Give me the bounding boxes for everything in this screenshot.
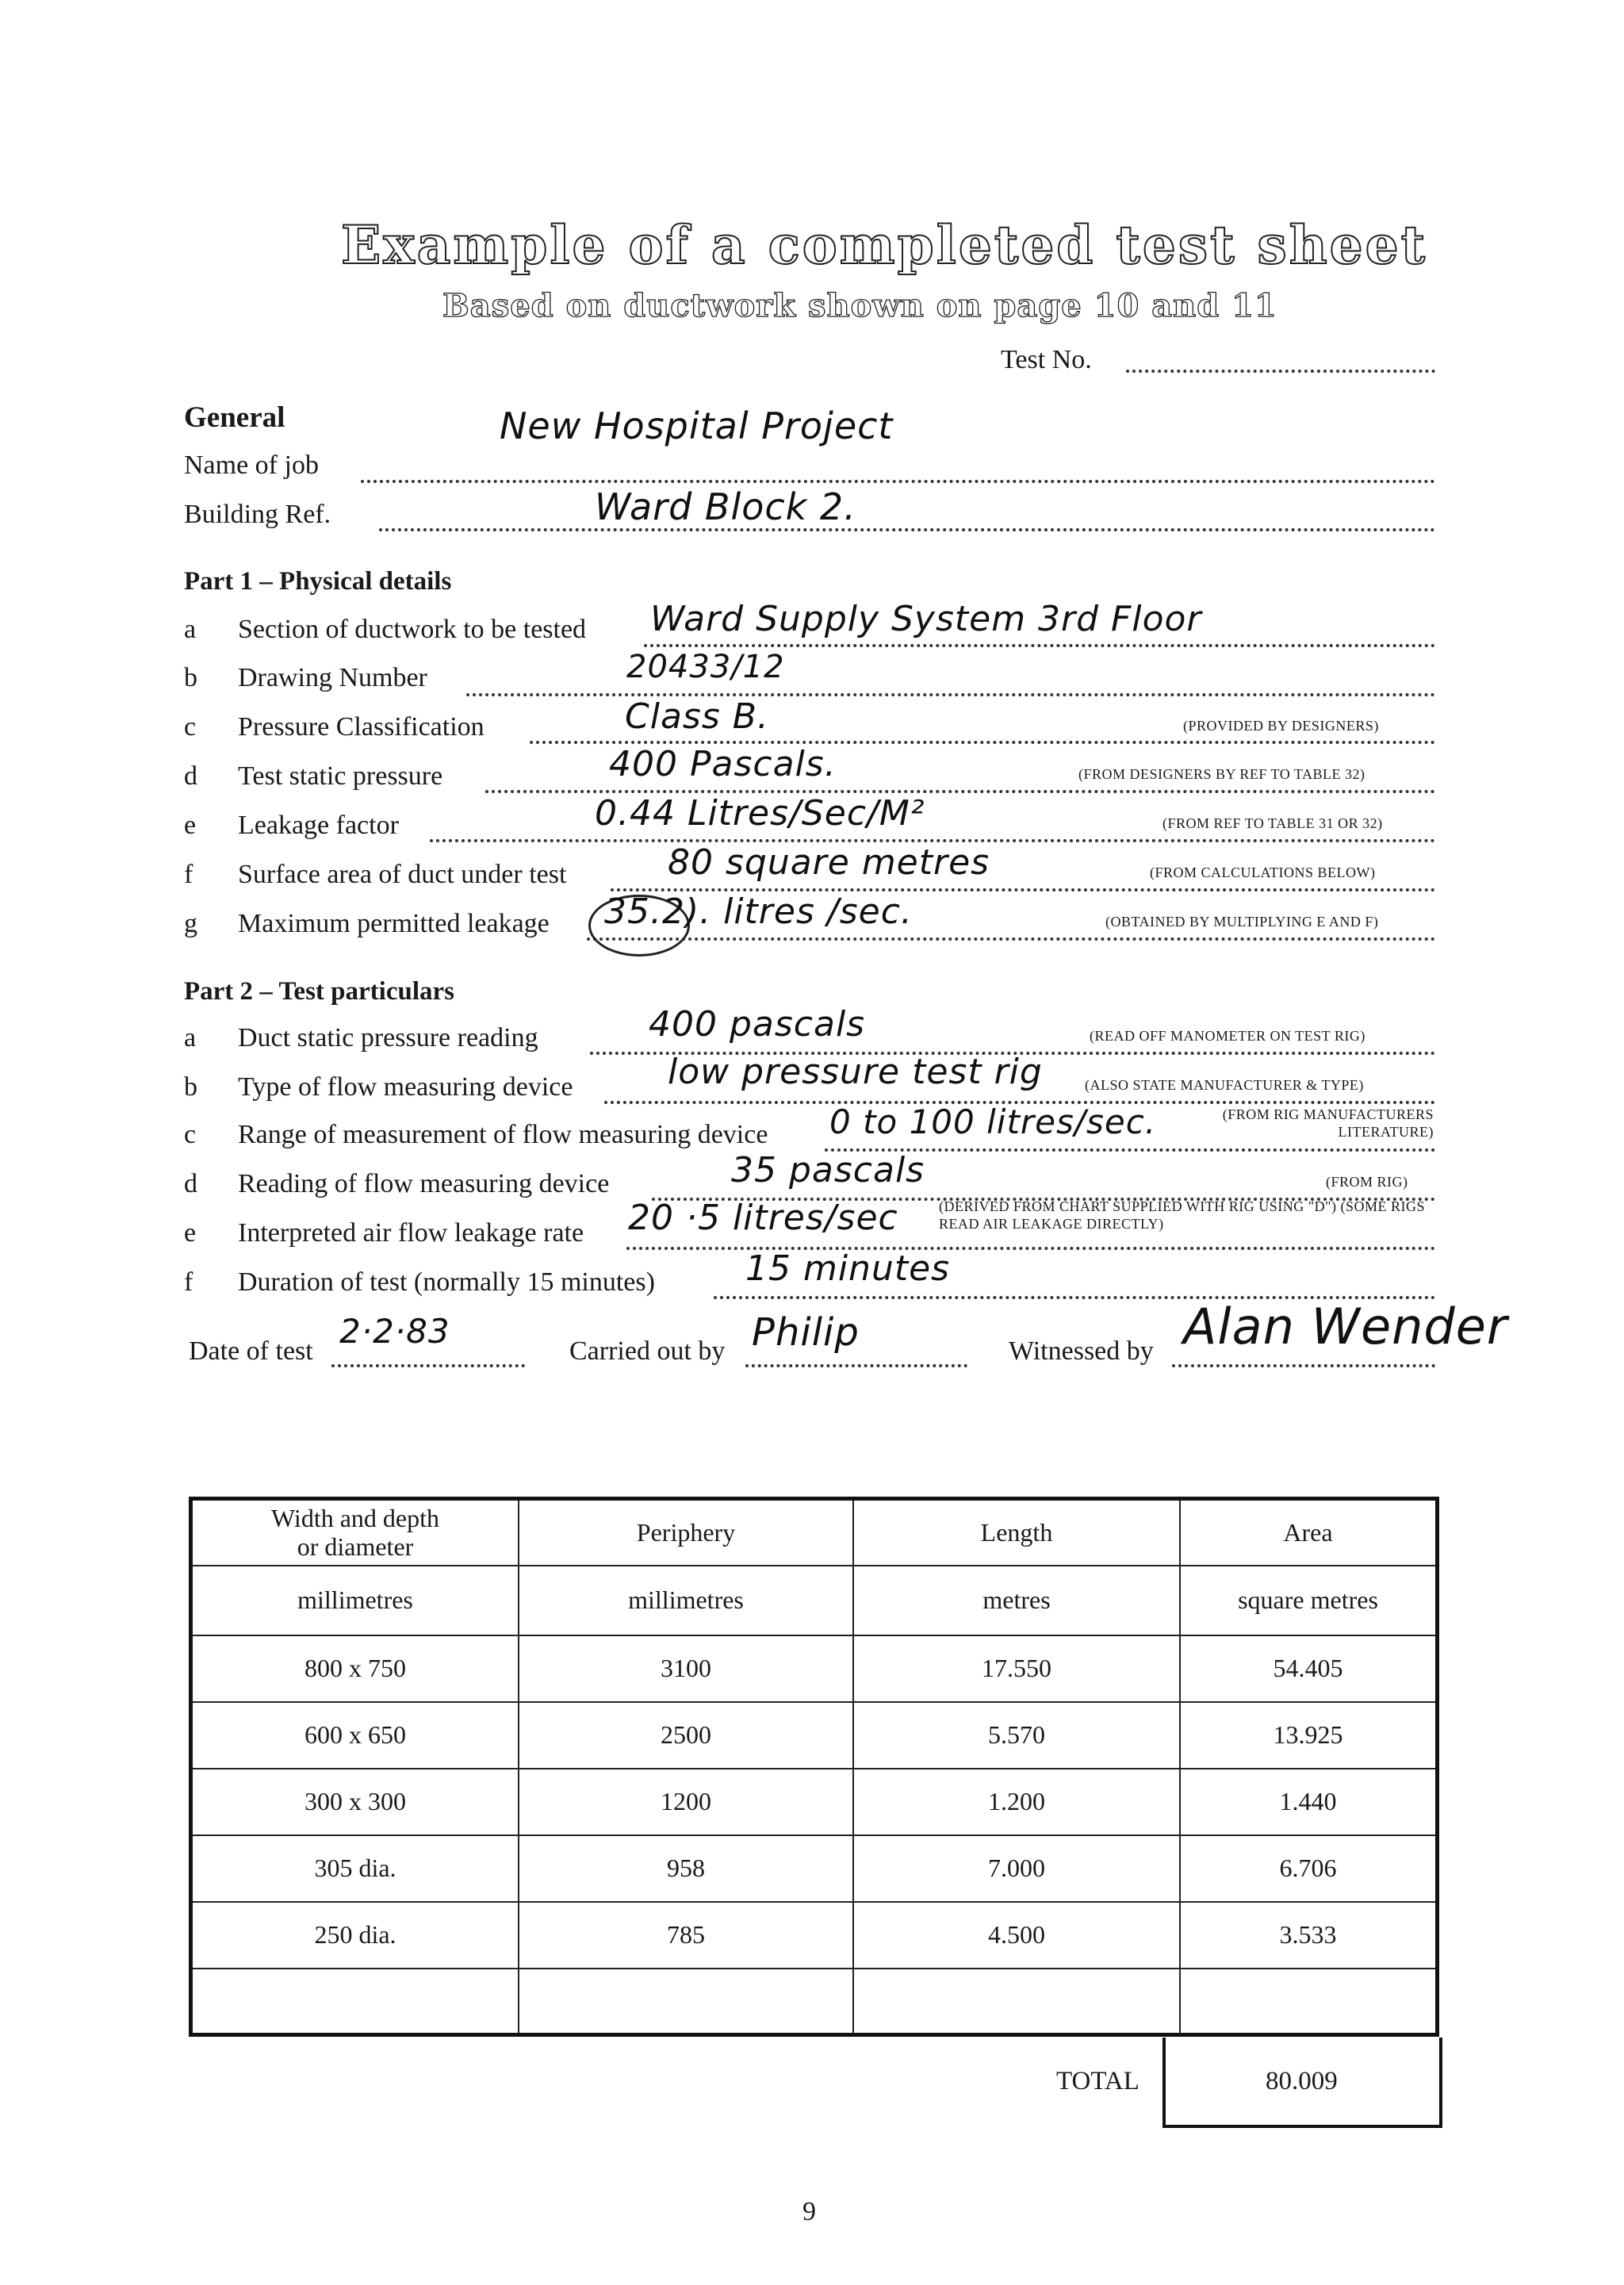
- unit-cell: millimetres: [519, 1566, 853, 1635]
- table-cell: 250 dia.: [191, 1902, 519, 1969]
- building-ref-label: Building Ref.: [184, 500, 331, 529]
- part2-c-label: Range of measurement of flow measuring device: [238, 1120, 768, 1149]
- table-cell: 785: [519, 1902, 853, 1969]
- part1-b-value: 20433/12: [626, 649, 785, 685]
- table-cell: [191, 1969, 519, 2035]
- part1-g-letter: g: [184, 909, 197, 938]
- area-table: [189, 1497, 1439, 2037]
- carried-out-signature: Philip: [752, 1310, 860, 1355]
- date-value: 2·2·83: [339, 1312, 450, 1351]
- total-label: TOTAL: [1056, 2067, 1139, 2095]
- table-row: [191, 1702, 1438, 1769]
- part1-f-letter: f: [184, 860, 193, 889]
- part1-b-line: [466, 693, 1435, 696]
- table-cell: 600 x 650: [191, 1702, 519, 1769]
- witnessed-signature: Alan Wender: [1183, 1298, 1508, 1355]
- part1-b-label: Drawing Number: [238, 663, 427, 692]
- witnessed-line: [1172, 1364, 1435, 1367]
- part2-d-value: 35 pascals: [731, 1150, 925, 1190]
- part2-b-note: (ALSO STATE MANUFACTURER & TYPE): [1085, 1077, 1364, 1093]
- part2-d-note: (FROM RIG): [1326, 1174, 1408, 1190]
- table-cell: 800 x 750: [191, 1635, 519, 1702]
- col-header-width: Width and depth or diameter: [191, 1499, 519, 1566]
- part1-f-value: 80 square metres: [668, 842, 990, 883]
- table-cell: 1200: [519, 1769, 853, 1835]
- part2-e-letter: e: [184, 1218, 197, 1248]
- part1-e-value: 0.44 Litres/Sec/M²: [595, 793, 925, 834]
- carried-out-label: Carried out by: [569, 1336, 726, 1366]
- part2-d-letter: d: [184, 1169, 197, 1198]
- part2-f-value: 15 minutes: [745, 1248, 951, 1289]
- part2-c-letter: c: [184, 1120, 197, 1149]
- building-ref-line: [379, 528, 1435, 531]
- part2-b-value: low pressure test rig: [668, 1052, 1043, 1092]
- table-cell: 6.706: [1180, 1835, 1438, 1902]
- table-cell: 4.500: [853, 1902, 1180, 1969]
- part2-c-value: 0 to 100 litres/sec.: [829, 1102, 1157, 1141]
- part1-g-line: [587, 937, 1435, 941]
- part1-c-note: (PROVIDED BY DESIGNERS): [1183, 718, 1379, 734]
- table-cell: 300 x 300: [191, 1769, 519, 1835]
- part1-e-label: Leakage factor: [238, 811, 399, 840]
- part2-f-label: Duration of test (normally 15 minutes): [238, 1267, 655, 1297]
- carried-out-line: [745, 1364, 967, 1367]
- part1-d-letter: d: [184, 761, 197, 791]
- part2-c-note: (FROM RIG MANUFACTURERS LITERATURE): [1222, 1106, 1434, 1140]
- part1-d-label: Test static pressure: [238, 761, 443, 791]
- table-cell: 13.925: [1180, 1702, 1438, 1769]
- part2-a-label: Duct static pressure reading: [238, 1023, 538, 1052]
- table-row: [191, 1902, 1438, 1969]
- table-cell: [1180, 1969, 1438, 2035]
- part1-a-line: [644, 644, 1435, 647]
- table-cell: 1.440: [1180, 1769, 1438, 1835]
- part2-b-label: Type of flow measuring device: [238, 1072, 573, 1102]
- table-row: [191, 1969, 1438, 2035]
- part1-g-note: (OBTAINED BY MULTIPLYING E AND F): [1105, 914, 1379, 930]
- part1-a-letter: a: [184, 615, 197, 644]
- page-subtitle: Based on ductwork shown on page 10 and 11: [442, 287, 1277, 324]
- part1-d-value: 400 Pascals.: [609, 744, 837, 784]
- part1-b-letter: b: [184, 663, 197, 692]
- col-header-area: Area: [1180, 1499, 1438, 1566]
- table-row: [191, 1635, 1438, 1702]
- part1-heading: Part 1 – Physical details: [184, 567, 452, 596]
- part2-a-note: (READ OFF MANOMETER ON TEST RIG): [1090, 1028, 1365, 1044]
- table-cell: 958: [519, 1835, 853, 1902]
- table-cell: [853, 1969, 1180, 2035]
- part1-a-label: Section of ductwork to be tested: [238, 615, 587, 644]
- test-no-label: Test No.: [1001, 345, 1092, 374]
- part2-e-label: Interpreted air flow leakage rate: [238, 1218, 584, 1248]
- table-cell: 5.570: [853, 1702, 1180, 1769]
- part1-f-label: Surface area of duct under test: [238, 860, 567, 889]
- col-header-periphery: Periphery: [519, 1499, 853, 1566]
- table-cell: 305 dia.: [191, 1835, 519, 1902]
- name-of-job-line: [361, 480, 1435, 483]
- part1-c-letter: c: [184, 712, 197, 742]
- table-cell: 1.200: [853, 1769, 1180, 1835]
- date-line: [331, 1364, 525, 1367]
- table-cell: 54.405: [1180, 1635, 1438, 1702]
- part2-f-letter: f: [184, 1267, 193, 1297]
- building-ref-value: Ward Block 2.: [595, 485, 856, 528]
- part2-heading: Part 2 – Test particulars: [184, 977, 454, 1006]
- part2-b-letter: b: [184, 1072, 197, 1102]
- part1-e-letter: e: [184, 811, 197, 840]
- part1-c-label: Pressure Classification: [238, 712, 485, 742]
- part1-c-value: Class B.: [625, 696, 769, 737]
- date-label: Date of test: [189, 1336, 313, 1366]
- unit-cell: millimetres: [191, 1566, 519, 1635]
- part1-d-note: (FROM DESIGNERS BY REF TO TABLE 32): [1078, 766, 1365, 782]
- witnessed-label: Witnessed by: [1009, 1336, 1154, 1366]
- table-row: [191, 1769, 1438, 1835]
- table-cell: 17.550: [853, 1635, 1180, 1702]
- page-title: Example of a completed test sheet: [341, 214, 1428, 276]
- unit-cell: square metres: [1180, 1566, 1438, 1635]
- part1-f-note: (FROM CALCULATIONS BELOW): [1150, 865, 1376, 880]
- page-number: 9: [802, 2197, 816, 2226]
- part2-e-note: (DERIVED FROM CHART SUPPLIED WITH RIG USING "D") (SOME RIGS READ AIR LEAKAGE DIRECTLY): [939, 1198, 1425, 1232]
- table-row: [191, 1835, 1438, 1902]
- part1-g-label: Maximum permitted leakage: [238, 909, 550, 938]
- part2-e-value: 20 ·5 litres/sec: [628, 1198, 898, 1238]
- table-cell: 3.533: [1180, 1902, 1438, 1969]
- total-value: 80.009: [1266, 2067, 1338, 2095]
- col-header-length: Length: [853, 1499, 1180, 1566]
- table-cell: 2500: [519, 1702, 853, 1769]
- general-heading: General: [184, 401, 285, 434]
- name-of-job-value: New Hospital Project: [500, 404, 894, 447]
- part2-d-label: Reading of flow measuring device: [238, 1169, 610, 1198]
- test-no-field: [1126, 370, 1435, 373]
- name-of-job-label: Name of job: [184, 450, 319, 480]
- unit-cell: metres: [853, 1566, 1180, 1635]
- table-cell: 7.000: [853, 1835, 1180, 1902]
- part2-a-letter: a: [184, 1023, 197, 1052]
- part1-e-note: (FROM REF TO TABLE 31 OR 32): [1162, 815, 1383, 831]
- table-cell: [519, 1969, 853, 2035]
- part2-a-value: 400 pascals: [649, 1004, 866, 1045]
- part1-a-value: Ward Supply System 3rd Floor: [650, 599, 1202, 639]
- table-cell: 3100: [519, 1635, 853, 1702]
- part1-g-value: 35.2). litres /sec.: [604, 891, 913, 932]
